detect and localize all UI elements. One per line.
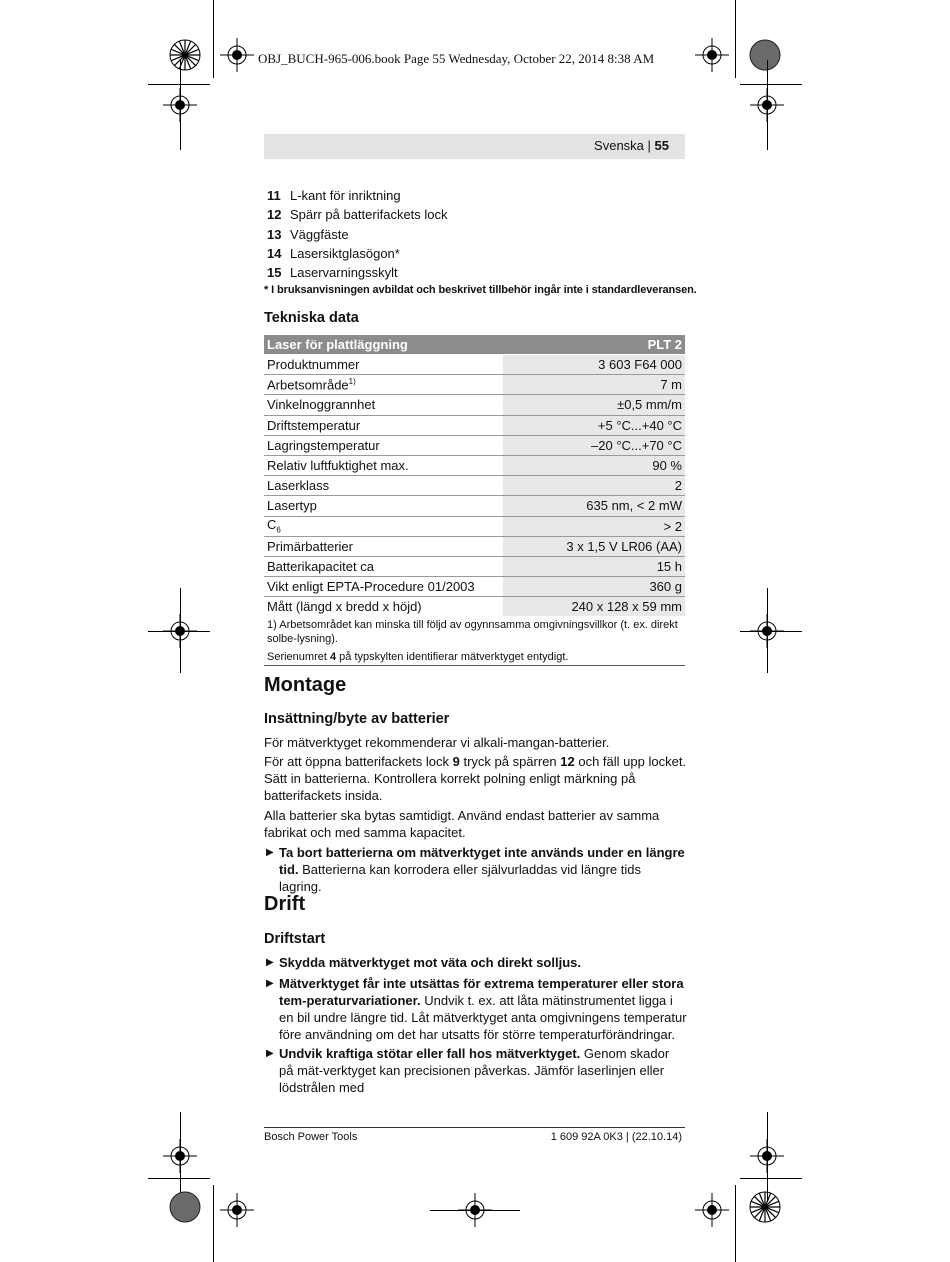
spec-label: Relativ luftfuktighet max.	[264, 455, 503, 475]
gray-dot-mark-icon	[169, 1191, 201, 1223]
table-row	[264, 556, 685, 576]
table-header-row	[264, 335, 685, 355]
spec-value: +5 °C...+40 °C	[503, 415, 685, 435]
drift-heading: Drift	[264, 893, 306, 915]
driftstart-subheading: Driftstart	[264, 931, 326, 947]
registration-mark-icon	[695, 38, 729, 72]
spec-label: Vikt enligt EPTA-Procedure 01/2003	[264, 577, 503, 597]
spec-label-cell	[264, 516, 503, 536]
running-head-language: Svenska	[594, 138, 644, 153]
spec-label: Primärbatterier	[264, 536, 503, 556]
spec-value: 3 603 F64 000	[503, 355, 685, 375]
table-header-label: Laser för plattläggning	[264, 335, 503, 355]
list-item-label: Väggfäste	[290, 226, 349, 242]
bullet-bold-text: Skydda mätverktyget mot väta och direkt solljus.	[279, 955, 581, 970]
list-item	[267, 263, 448, 282]
bullet-item	[264, 954, 687, 971]
bullet-text: Undvik t. ex. att låta mätinstrumentet ligga i en bil undre längre tid. Låt mätverktyget anta omgivningens temperatur före användning om det har utsatts för större temperaturförändringar.	[279, 993, 687, 1042]
spec-value: 635 nm, < 2 mW	[503, 496, 685, 516]
gray-dot-mark-icon	[749, 39, 781, 71]
spec-value: 360 g	[503, 577, 685, 597]
paragraph-text: tryck på spärren	[459, 754, 561, 769]
spec-label-cell	[264, 375, 503, 395]
table-row	[264, 577, 685, 597]
spec-value: –20 °C...+70 °C	[503, 435, 685, 455]
spec-value: 3 x 1,5 V LR06 (AA)	[503, 536, 685, 556]
arrow-bullet-icon: ▶	[266, 978, 274, 989]
arrow-bullet-icon: ▶	[266, 957, 274, 968]
table-row	[264, 355, 685, 375]
spec-label: C	[267, 517, 277, 533]
spec-value: 15 h	[503, 556, 685, 576]
arrow-bullet-icon: ▶	[266, 847, 274, 858]
paragraph: För mätverktyget rekommenderar vi alkali-mangan-batterier.	[264, 735, 610, 750]
serial-note-text: på typskylten identifierar mätverktyget entydigt.	[336, 651, 569, 663]
footer-doc-number: 1 609 92A 0K3 | (22.10.14)	[550, 1131, 682, 1143]
spec-value: 7 m	[503, 375, 685, 395]
serial-note-ref: 4	[329, 651, 337, 663]
file-header: OBJ_BUCH-965-006.book Page 55 Wednesday, October 22, 2014 8:38 AM	[258, 51, 655, 66]
list-item-number: 15	[267, 265, 282, 281]
spec-label: Mått (längd x bredd x höjd)	[267, 599, 422, 615]
table-row	[264, 476, 685, 496]
paragraph-text: och fäll upp locket. Sätt in batterierna. Kontrollera korrekt polning enligt märkning på batterifackets insida.	[264, 754, 687, 803]
montage-heading: Montage	[264, 674, 347, 696]
parts-list	[267, 186, 448, 282]
spec-label: Arbetsområde	[267, 377, 349, 393]
spec-label: Batterikapacitet ca	[264, 556, 503, 576]
table-row	[264, 496, 685, 516]
running-head-separator: |	[643, 138, 655, 153]
starburst-mark-icon	[169, 39, 201, 71]
table-row	[264, 516, 685, 536]
spec-table	[264, 335, 685, 616]
arrow-bullet-icon: ▶	[266, 1048, 274, 1059]
spec-value: 240 x 128 x 59 mm	[503, 597, 685, 617]
spec-value: 90 %	[503, 455, 685, 475]
spec-value: > 2	[503, 516, 685, 536]
bullet-item	[264, 1045, 687, 1096]
table-row	[264, 455, 685, 475]
table-row	[264, 395, 685, 415]
spec-label: Lasertyp	[264, 496, 503, 516]
part-ref: 9	[452, 754, 460, 769]
table-row	[264, 375, 685, 395]
list-item-label: Laservarningsskylt	[290, 265, 398, 281]
list-item	[267, 205, 448, 224]
tech-data-heading: Tekniska data	[264, 310, 359, 326]
footer-divider	[264, 1127, 685, 1128]
list-item-label: L-kant för inriktning	[290, 188, 401, 203]
bullet-bold-text: Ta bort batterierna om mätverktyget inte används under en längre tid.	[279, 845, 685, 877]
table-row	[264, 435, 685, 455]
paragraph	[264, 753, 687, 804]
accessory-note: * I bruksanvisningen avbildat och beskrivet tillbehör ingår inte i standardleveransen.	[264, 284, 697, 296]
starburst-mark-icon	[749, 1191, 781, 1223]
running-head	[264, 134, 685, 159]
bullet-text: Genom skador på mät-verktyget kan precisionen påverkas. Jämför laserlinjen eller lödstrålen med	[279, 1046, 670, 1095]
spec-label: Driftstemperatur	[264, 415, 503, 435]
bullet-item	[264, 844, 687, 895]
table-row	[264, 415, 685, 435]
spec-label: Produktnummer	[264, 355, 503, 375]
page-number: 55	[654, 138, 669, 153]
spec-label: Vinkelnoggrannhet	[264, 395, 503, 415]
spec-label: Lagringstemperatur	[264, 435, 503, 455]
spec-label: Laserklass	[264, 476, 503, 496]
part-ref: 12	[560, 754, 575, 769]
bullet-bold-text: Undvik kraftiga stötar eller fall hos mätverktyget.	[279, 1046, 581, 1061]
registration-mark-icon	[220, 1193, 254, 1227]
footer-brand: Bosch Power Tools	[264, 1131, 358, 1143]
table-row	[264, 536, 685, 556]
list-item-number: 14	[267, 245, 282, 261]
list-item	[267, 186, 448, 205]
serial-note-text: Serienumret	[267, 651, 330, 663]
paragraph: Alla batterier ska bytas samtidigt. Använd endast batterier av samma fabrikat och med samma kapacitet.	[264, 808, 660, 840]
serial-note	[267, 650, 683, 664]
spec-value: 2	[503, 476, 685, 496]
bullet-bold-text: Mätverktyget får inte utsättas för extrema temperaturer eller stora tem-peraturvariationer.	[279, 976, 684, 1008]
table-row	[264, 597, 685, 617]
list-item-number: 11	[267, 188, 281, 203]
bullet-item	[264, 975, 687, 1043]
registration-mark-icon	[695, 1193, 729, 1227]
list-item-label: Lasersiktglasögon*	[290, 245, 400, 261]
list-item	[267, 225, 448, 244]
spec-value: ±0,5 mm/m	[503, 395, 685, 415]
list-item-number: 12	[267, 207, 282, 223]
list-item-label: Spärr på batterifackets lock	[290, 207, 448, 223]
footnote-ref: 1)	[348, 377, 356, 387]
table-header-model: PLT 2	[503, 335, 685, 355]
battery-subheading: Insättning/byte av batterier	[264, 711, 450, 727]
divider	[264, 665, 685, 666]
list-item	[267, 244, 448, 263]
table-footnote: 1) Arbetsområdet kan minska till följd av ogynnsamma omgivningsvillkor (t. ex. direkt solbe-lysning).	[267, 619, 678, 645]
bullet-text: Batterierna kan korrodera eller självurladdas vid längre tids lagring.	[279, 862, 642, 894]
registration-mark-icon	[220, 38, 254, 72]
spec-label-subscript: 6	[276, 525, 281, 535]
paragraph-text: För att öppna batterifackets lock	[264, 754, 453, 769]
list-item-number: 13	[267, 226, 282, 242]
